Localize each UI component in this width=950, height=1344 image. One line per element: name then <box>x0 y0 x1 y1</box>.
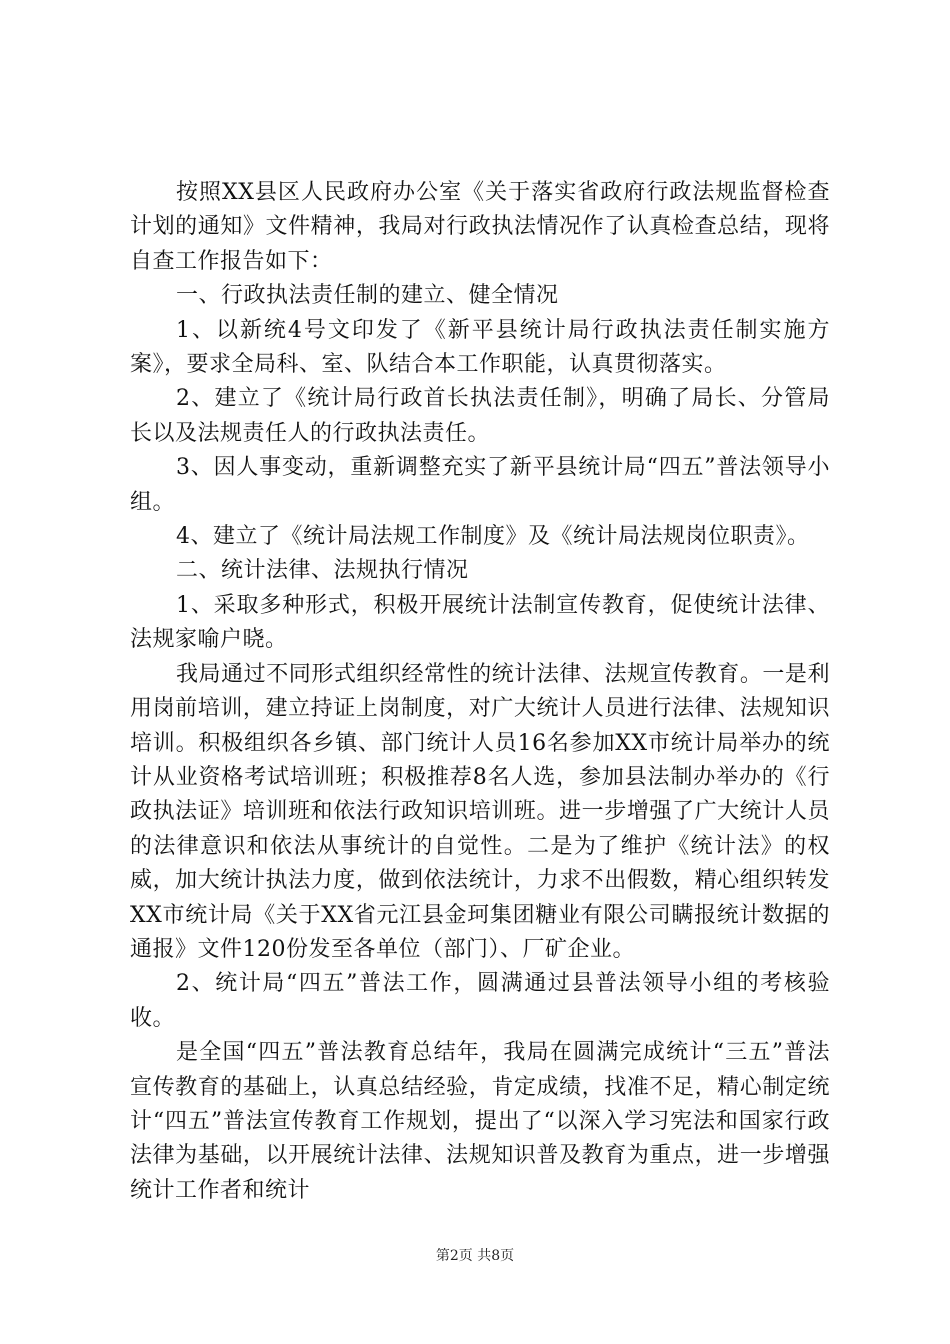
document-body <box>130 176 830 1208</box>
page-number-footer: 第2页 共8页 <box>435 1248 515 1264</box>
section-heading-1: 一、行政执法责任制的建立、健全情况 <box>176 283 559 309</box>
body-paragraph: 我局通过不同形式组织经常性的统计法律、法规宣传教育。一是利用岗前培训，建立持证上岗制度，对广大统计人员进行法律、法规知识培训。积极组织各乡镇、部门统计人员16名参加XX市统计局举办的统计从业资格考试培训班；积极推荐8名人选，参加县法制办举办的《行政执法证》培训班和依法行政知识培训班。进一步增强了广大统计人员的法律意识和依法从事统计的自觉性。二是为了维护《统计法》的权威，加大统计执法力度，做到依法统计，力求不出假数，精心组织转发XX市统计局《关于XX省元江县金珂集团糖业有限公司瞒报统计数据的通报》文件120份发至各单位（部门）、厂矿企业。 <box>130 661 830 962</box>
intro-paragraph: 按照XX县区人民政府办公室《关于落实省政府行政法规监督检查计划的通知》文件精神，我局对行政执法情况作了认真检查总结，现将自查工作报告如下： <box>130 180 830 274</box>
list-item-1-4: 4、建立了《统计局法规工作制度》及《统计局法规岗位职责》。 <box>176 524 810 550</box>
list-item-2-1: 1、采取多种形式，积极开展统计法制宣传教育，促使统计法律、法规家喻户晓。 <box>130 592 830 653</box>
list-item-1-1: 1、以新统4号文印发了《新平县统计局行政执法责任制实施方案》，要求全局科、室、队结合本工作职能，认真贯彻落实。 <box>130 317 830 378</box>
list-item-2-2: 2、统计局“四五”普法工作，圆满通过县普法领导小组的考核验收。 <box>130 971 830 1031</box>
body-paragraph: 是全国“四五”普法教育总结年，我局在圆满完成统计“三五”普法宣传教育的基础上，认真总结经验，肯定成绩，找准不足，精心制定统计“四五”普法宣传教育工作规划，提出了“以深入学习宪法和国家行政法律为基础，以开展统计法律、法规知识普及教育为重点，进一步增强统计工作者和统计 <box>130 1040 830 1203</box>
list-item-1-2: 2、建立了《统计局行政首长执法责任制》，明确了局长、分管局长以及法规责任人的行政执法责任。 <box>130 386 830 446</box>
list-item-1-3: 3、因人事变动，重新调整充实了新平县统计局“四五”普法领导小组。 <box>130 455 830 515</box>
section-heading-2: 二、统计法律、法规执行情况 <box>176 558 469 584</box>
